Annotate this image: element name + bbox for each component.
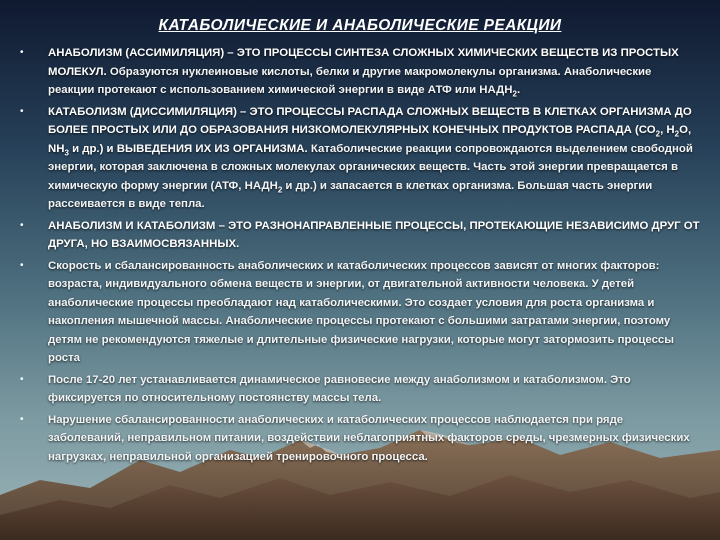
body-text: Катаболические реакции сопровождаются выделением свободной энергии, которая заключена в сложных молекулах органических веществ. Часть этой энергии превращается в химическую форму энергии (АТФ, НАДН — [48, 142, 693, 192]
heading-text: О, NH — [48, 124, 692, 155]
heading-text: и др.) и ВЫВЕДЕНИЯ ИХ ИЗ ОРГАНИЗМА. — [68, 142, 308, 155]
list-item — [20, 257, 700, 368]
subscript: 2 — [674, 129, 680, 139]
bullet-list — [20, 44, 700, 469]
subscript: 2 — [277, 184, 283, 194]
list-item — [20, 371, 700, 408]
bullet-icon: • — [20, 219, 24, 231]
slide-title: КАТАБОЛИЧЕСКИЕ И АНАБОЛИЧЕСКИЕ РЕАКЦИИ — [158, 17, 562, 34]
body-text: Образуются нуклеиновые кислоты, белки и другие макромолекулы организма. Анаболические реакции протекают с использованием химической энергии в виде АТФ или НАДН — [48, 65, 652, 96]
body-text: . — [516, 84, 521, 96]
bullet-icon: • — [20, 413, 24, 425]
subscript: 3 — [64, 147, 69, 157]
bullet-icon: • — [20, 373, 24, 385]
subscript: 2 — [655, 129, 661, 139]
heading-text: КАТАБОЛИЗМ (ДИССИМИЛЯЦИЯ) – ЭТО ПРОЦЕССЫ РАСПАДА СЛОЖНЫХ ВЕЩЕСТВ В КЛЕТКАХ ОРГАНИЗМА ДО БОЛЕЕ ПРОСТЫХ ИЛИ ДО ОБРАЗОВАНИЯ НИЗКОМОЛЕКУЛЯРНЫХ КОНЕЧНЫХ ПРОДУКТОВ РАСПАДА (СО — [48, 105, 692, 136]
subscript: 2 — [512, 89, 517, 99]
list-item — [20, 217, 700, 254]
bullet-icon: • — [20, 105, 24, 117]
body-text: и др.) и запасается в клетках организма. Большая часть энергии рассеивается в виде тепла. — [48, 179, 653, 210]
heading-text: , Н — [660, 124, 675, 136]
bullet-icon: • — [20, 259, 24, 271]
list-item — [20, 44, 700, 100]
heading-text: АНАБОЛИЗМ (АССИМИЛЯЦИЯ) – ЭТО ПРОЦЕССЫ СИНТЕЗА СЛОЖНЫХ ХИМИЧЕСКИХ ВЕЩЕСТВ ИЗ ПРОСТЫХ МОЛЕКУЛ. — [48, 47, 679, 78]
list-item — [20, 103, 700, 214]
list-item — [20, 411, 700, 467]
bullet-icon: • — [20, 47, 24, 58]
heading-text: АНАБОЛИЗМ И КАТАБОЛИЗМ – ЭТО РАЗНОНАПРАВЛЕННЫЕ ПРОЦЕССЫ, ПРОТЕКАЮЩИЕ НЕЗАВИСИМО ДРУГ ОТ ДРУГА, НО ВЗАИМОСВЯЗАННЫХ. — [48, 219, 700, 250]
body-text: После 17-20 лет устанавливается динамическое равновесие между анаболизмом и катаболизмом. Это фиксируется по относительному постоянству массы тела. — [48, 373, 631, 404]
body-text: Скорость и сбалансированность анаболических и катаболических процессов зависят от многих факторов: возраста, индивидуального обмена веществ и энергии, от двигательной активности человека. У детей анаболические процессы преобладают над катаболическими. Это создает условия для роста организма и накопления мышечной массы. Анаболические процессы протекают с большими затратами энергии, поэтому детям не рекомендуются тяжелые и длительные физические нагрузки, которые могут затормозить процессы роста — [48, 259, 674, 364]
body-text: Нарушение сбалансированности анаболических и катаболических процессов наблюдается при ряде заболеваний, неправильном питании, воздействии неблагоприятных факторов среды, чрезмерных физических нагрузках, неправильной организацией тренировочного процесса. — [48, 413, 690, 463]
